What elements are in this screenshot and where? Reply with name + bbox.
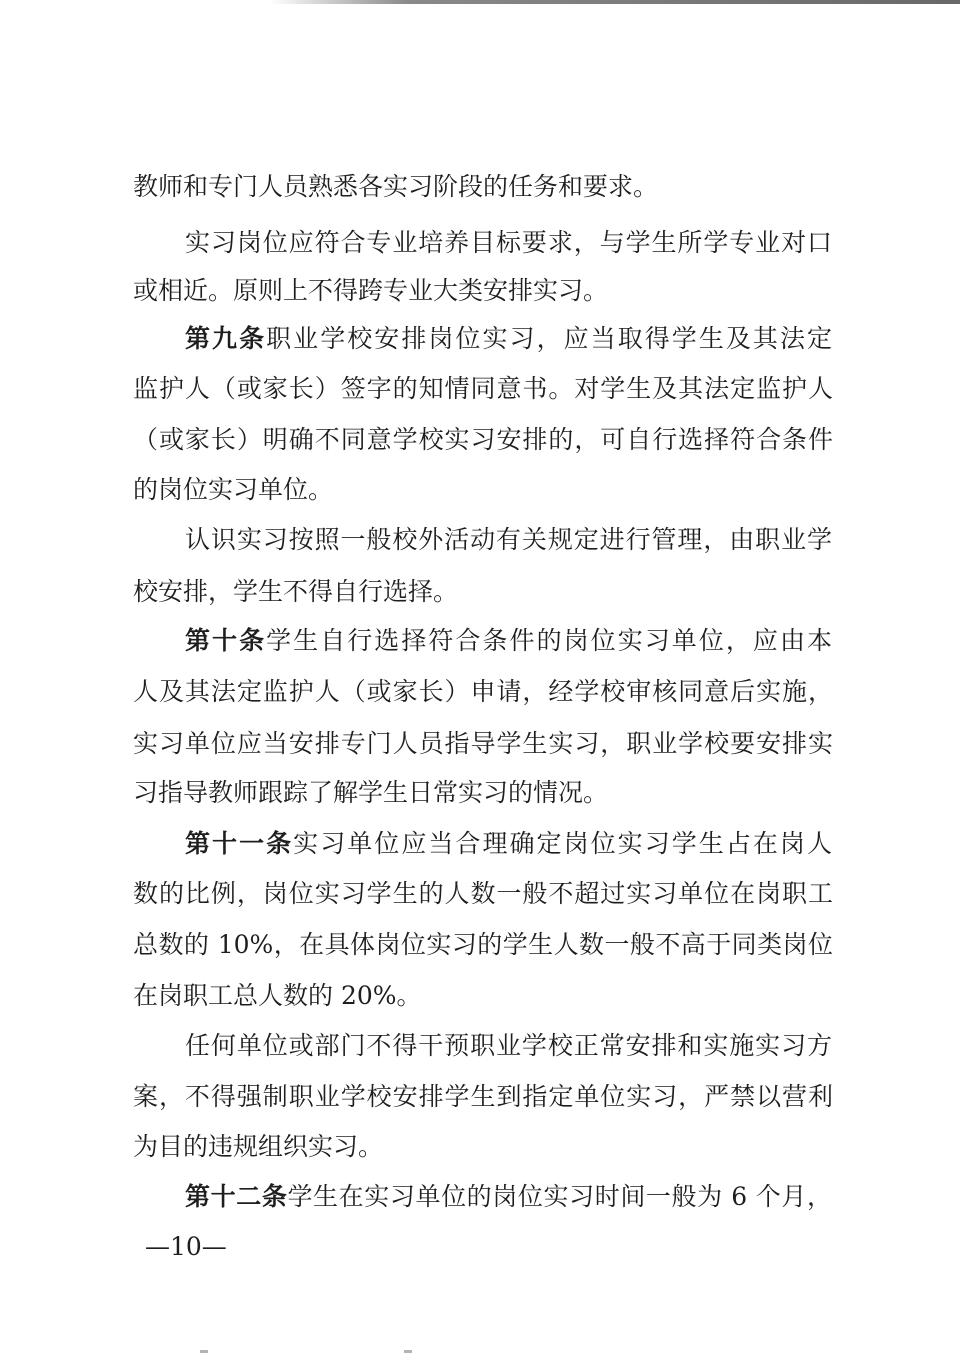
body-line (133, 727, 833, 761)
body-line (185, 226, 832, 260)
line-text: 实习岗位应符合专业培养目标要求，与学生所学专业对口 (185, 228, 832, 257)
article-line (185, 827, 832, 861)
line-text: 校安排，学生不得自行选择。 (133, 577, 459, 606)
body-line (133, 423, 833, 457)
body-line (133, 170, 658, 204)
article-line (185, 624, 832, 658)
article-line (185, 1180, 832, 1214)
body-line (133, 1130, 383, 1164)
article-line (185, 322, 832, 356)
line-text: 监护人（或家长）签字的知情同意书。对学生及其法定监护人 (133, 374, 833, 403)
article-heading: 第十条 (185, 626, 267, 655)
body-line (133, 877, 833, 911)
article-heading: 第十二条 (185, 1182, 288, 1211)
body-line (133, 776, 608, 810)
body-line (133, 575, 458, 609)
body-line (133, 274, 608, 308)
line-text: 学生自行选择符合条件的岗位实习单位，应由本 (266, 626, 832, 655)
article-heading: 第十一条 (185, 829, 294, 858)
body-line (185, 523, 832, 557)
body-line (133, 1080, 833, 1114)
line-text: 为目的违规组织实习。 (133, 1132, 384, 1161)
scan-edge-top (270, 0, 960, 4)
line-text: 数的比例，岗位实习学生的人数一般不超过实习单位在岗职工 (133, 879, 833, 908)
page-number: —10— (145, 1232, 227, 1261)
body-line (133, 979, 422, 1013)
body-line (185, 1029, 832, 1063)
line-text: 的岗位实习单位。 (133, 475, 334, 504)
line-text: （或家长）明确不同意学校实习安排的，可自行选择符合条件 (133, 425, 833, 454)
line-text: 或相近。原则上不得跨专业大类安排实习。 (133, 276, 609, 305)
line-text: 学生在实习单位的岗位实习时间一般为 6 个月， (287, 1182, 832, 1211)
body-line (133, 473, 333, 507)
line-text: 实习单位应当安排专门人员指导学生实习，职业学校要安排实 (133, 729, 833, 758)
article-heading: 第九条 (185, 324, 267, 353)
scan-artifact (404, 1350, 412, 1353)
line-text: 习指导教师跟踪了解学生日常实习的情况。 (133, 778, 609, 807)
line-text: 人及其法定监护人（或家长）申请，经学校审核同意后实施， (133, 677, 833, 706)
line-text: 总数的 10%，在具体岗位实习的学生人数一般不高于同类岗位 (133, 930, 833, 959)
body-line (133, 928, 833, 962)
body-line (133, 675, 833, 709)
scan-artifact (200, 1350, 208, 1353)
line-text: 职业学校安排岗位实习，应当取得学生及其法定 (266, 324, 832, 353)
line-text: 实习单位应当合理确定岗位实习学生占在岗人 (293, 829, 832, 858)
line-text: 教师和专门人员熟悉各实习阶段的任务和要求。 (133, 172, 659, 201)
line-text: 任何单位或部门不得干预职业学校正常安排和实施实习方 (185, 1031, 832, 1060)
line-text: 在岗职工总人数的 20%。 (133, 981, 422, 1010)
body-line (133, 372, 833, 406)
line-text: 案，不得强制职业学校安排学生到指定单位实习，严禁以营利 (133, 1082, 833, 1111)
line-text: 认识实习按照一般校外活动有关规定进行管理，由职业学 (185, 525, 832, 554)
